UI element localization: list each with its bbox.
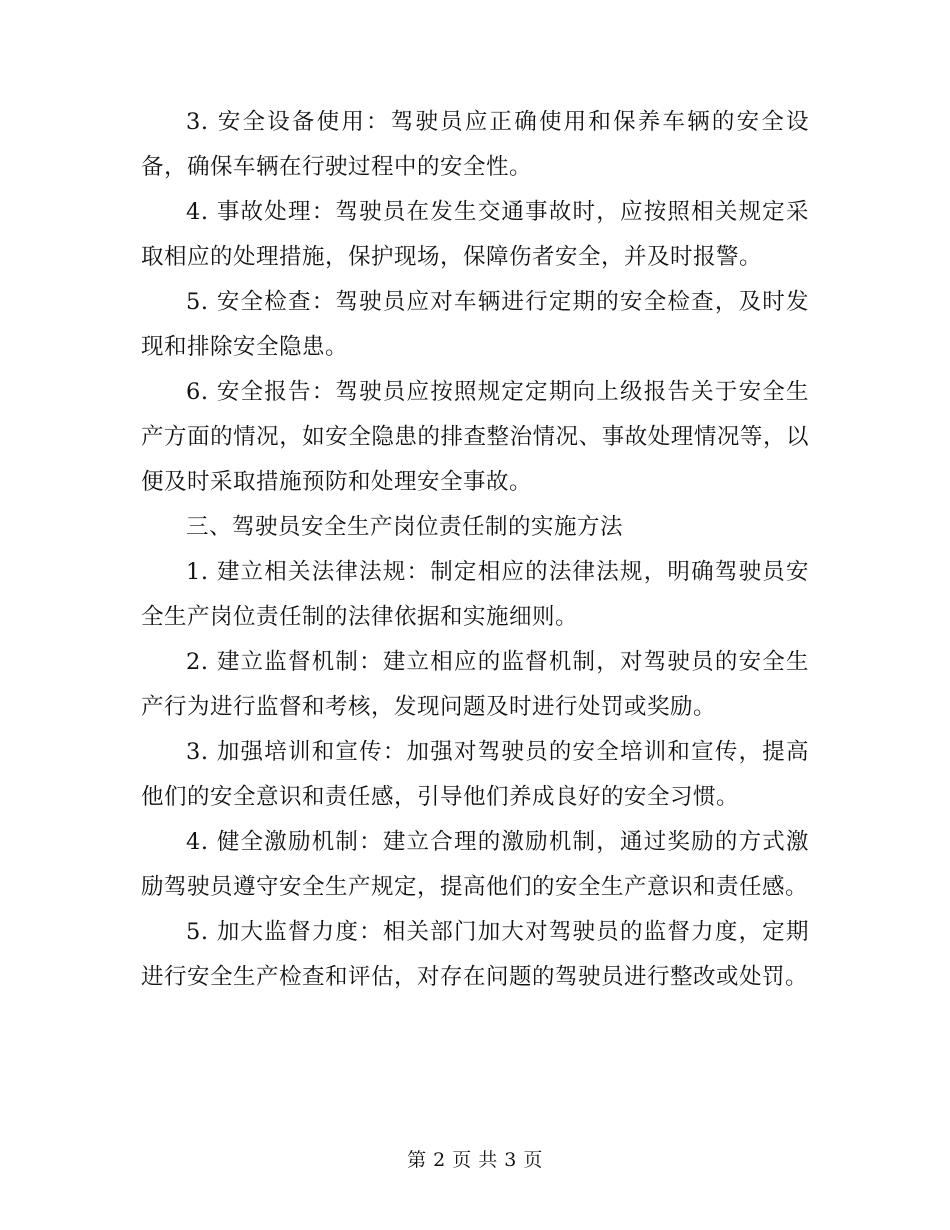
document-body — [141, 100, 809, 1000]
page-number-footer: 第 2 页 共 3 页 — [407, 1149, 543, 1171]
section-heading-implementation: 三、驾驶员安全生产岗位责任制的实施方法 — [186, 514, 624, 540]
paragraph-incentive-mechanism: 4. 健全激励机制：建立合理的激励机制，通过奖励的方式激励驾驶员遵守安全生产规定，提高他们的安全生产意识和责任感。 — [141, 829, 809, 900]
paragraph-safety-report: 6. 安全报告：驾驶员应按照规定定期向上级报告关于安全生产方面的情况，如安全隐患的排查整治情况、事故处理情况等，以便及时采取措施预防和处理安全事故。 — [141, 379, 809, 495]
paragraph-supervision-strength: 5. 加大监督力度：相关部门加大对驾驶员的监督力度，定期进行安全生产检查和评估，对存在问题的驾驶员进行整改或处罚。 — [141, 919, 809, 990]
paragraph-laws-regulations: 1. 建立相关法律法规：制定相应的法律法规，明确驾驶员安全生产岗位责任制的法律依据和实施细则。 — [141, 559, 809, 630]
paragraph-supervision-mechanism: 2. 建立监督机制：建立相应的监督机制，对驾驶员的安全生产行为进行监督和考核，发现问题及时进行处罚或奖励。 — [141, 649, 809, 720]
paragraph-training-publicity: 3. 加强培训和宣传：加强对驾驶员的安全培训和宣传，提高他们的安全意识和责任感，引导他们养成良好的安全习惯。 — [141, 739, 809, 810]
paragraph-safety-inspection: 5. 安全检查：驾驶员应对车辆进行定期的安全检查，及时发现和排除安全隐患。 — [141, 289, 809, 360]
paragraph-safety-equipment: 3. 安全设备使用：驾驶员应正确使用和保养车辆的安全设备，确保车辆在行驶过程中的安全性。 — [141, 109, 809, 180]
paragraph-accident-handling: 4. 事故处理：驾驶员在发生交通事故时，应按照相关规定采取相应的处理措施，保护现场，保障伤者安全，并及时报警。 — [141, 199, 809, 270]
